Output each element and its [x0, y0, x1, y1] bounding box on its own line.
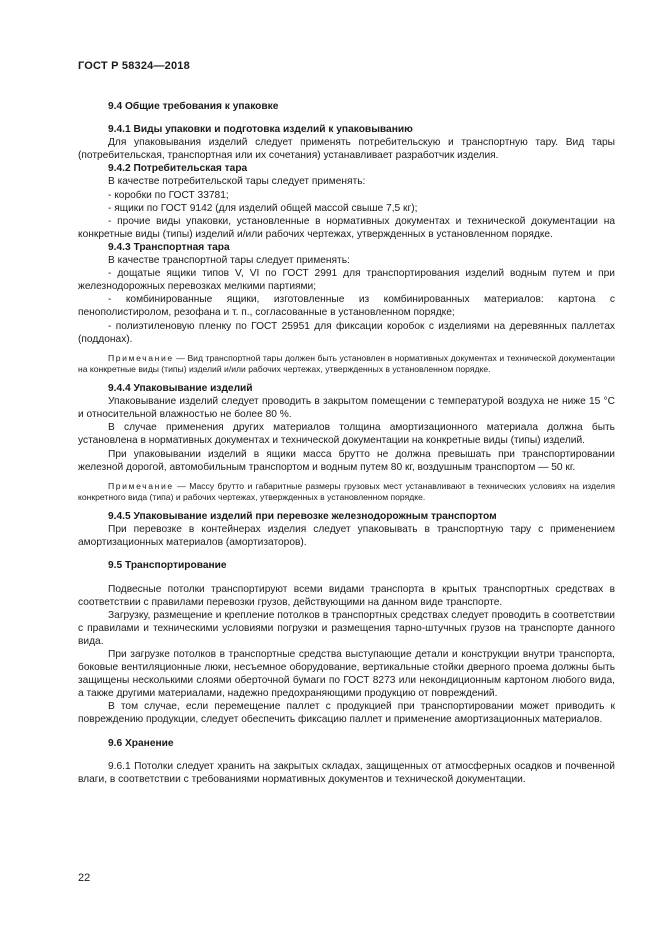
paragraph: При перевозке в контейнерах изделия следует упаковывать в транспортную тару с применением амортизационных материалов (амортизаторов).	[78, 524, 615, 549]
note-label: Примечание	[108, 480, 174, 491]
section-heading-9-5: 9.5 Транспортирование	[108, 560, 227, 572]
paragraph: В качестве потребительской тары следует применять:	[108, 176, 366, 188]
note-text: — Массу брутто и габаритные размеры грузовых мест устанавливают в технических условиях на изделия конкретного вида (типа) и рабочих чертежах, утвержденных в установленном порядке.	[78, 480, 615, 502]
list-item: - комбинированные ящики, изготовленные из комбинированных материалов: картона с пенополистиролом, резофана и т. п., согласованные в установленном порядке;	[78, 294, 615, 319]
paragraph: Для упаковывания изделий следует применять потребительскую и транспортную тару. Вид тары (потребительская, транспортная или их сочетания) устанавливает разработчик изделия.	[78, 137, 615, 162]
paragraph: В случае применения других материалов толщина амортизационного материала должна быть установлена в нормативных документах и технической документации на конкретные виды (типы) изделий.	[78, 422, 615, 447]
note-text: — Вид транспортной тары должен быть установлен в нормативных документах и технической документации на конкретные виды (типы) изделий и/или рабочих чертежах, утвержденных в установленном порядке.	[78, 352, 615, 374]
list-item: - прочие виды упаковки, установленные в нормативных документах и технической документации на конкретные виды (типы) изделий и/или рабочих чертежах, утвержденных в установленном порядке.	[78, 215, 615, 240]
paragraph: 9.6.1 Потолки следует хранить на закрытых складах, защищенных от атмосферных осадков и почвенной влаги, в соответствии с требованиями нормативных документов и технической документации.	[78, 760, 615, 785]
subsection-heading-9-4-3: 9.4.3 Транспортная тара	[108, 241, 230, 253]
paragraph: Подвесные потолки транспортируют всеми видами транспорта в крытых транспортных средствах в соответствии с правилами перевозки грузов, действующими на данном виде транспорте.	[78, 583, 615, 608]
paragraph: При загрузке потолков в транспортные средства выступающие детали и конструкции внутри транспорта, боковые вентиляционные люки, несъемное оборудование, вертикальные стойки дверного проема должны быть защищены несколькими слоями оберточной бумаги по ГОСТ 8273 или некондиционным картоном любого вида, а также другими материалами, надежно предохраняющими продукцию от повреждений.	[78, 649, 615, 700]
list-item: - коробки по ГОСТ 33781;	[108, 189, 229, 201]
list-item: - полиэтиленовую пленку по ГОСТ 25951 для фиксации коробок с изделиями на деревянных паллетах (поддонах).	[78, 320, 615, 345]
paragraph: Упаковывание изделий следует проводить в закрытом помещении с температурой воздуха не ниже 15 °С и относительной влажностью не более 80 %.	[78, 396, 615, 421]
paragraph: В качестве транспортной тары следует применять:	[108, 255, 350, 267]
note	[78, 481, 615, 503]
note	[78, 353, 615, 375]
subsection-heading-9-4-4: 9.4.4 Упаковывание изделий	[108, 383, 253, 395]
page-content	[78, 90, 615, 786]
paragraph: При упаковывании изделий в ящики масса брутто не должна превышать при транспортировании железной дорогой, автомобильным транспортом и водным путем 80 кг, воздушным транспортом — 50 кг.	[78, 448, 615, 473]
list-item: - дощатые ящики типов V, VI по ГОСТ 2991 для транспортирования изделий водным путем и при железнодорожных перевозках мелкими партиями;	[78, 268, 615, 293]
document-header: ГОСТ Р 58324—2018	[78, 60, 190, 72]
subsection-heading-9-4-5: 9.4.5 Упаковывание изделий при перевозке железнодорожным транспортом	[108, 511, 497, 523]
note-label: Примечание	[108, 352, 174, 363]
section-heading-9-6: 9.6 Хранение	[108, 737, 174, 749]
list-item: - ящики по ГОСТ 9142 (для изделий общей массой свыше 7,5 кг);	[108, 202, 418, 214]
page-number: 22	[78, 872, 91, 884]
paragraph: Загрузку, размещение и крепление потолков в транспортных средствах следует проводить в соответствии с правилами и техническими условиями погрузки и размещения тарно-штучных грузов на транспорте данного вида.	[78, 609, 615, 647]
subsection-heading-9-4-2: 9.4.2 Потребительская тара	[108, 163, 248, 175]
paragraph: В том случае, если перемещение паллет с продукцией при транспортировании может приводить к повреждению продукции, следует обеспечить фиксацию паллет и применение амортизационных материалов.	[78, 701, 615, 726]
subsection-heading-9-4-1: 9.4.1 Виды упаковки и подготовка изделий к упаковыванию	[108, 124, 413, 136]
section-heading-9-4: 9.4 Общие требования к упаковке	[108, 101, 279, 112]
